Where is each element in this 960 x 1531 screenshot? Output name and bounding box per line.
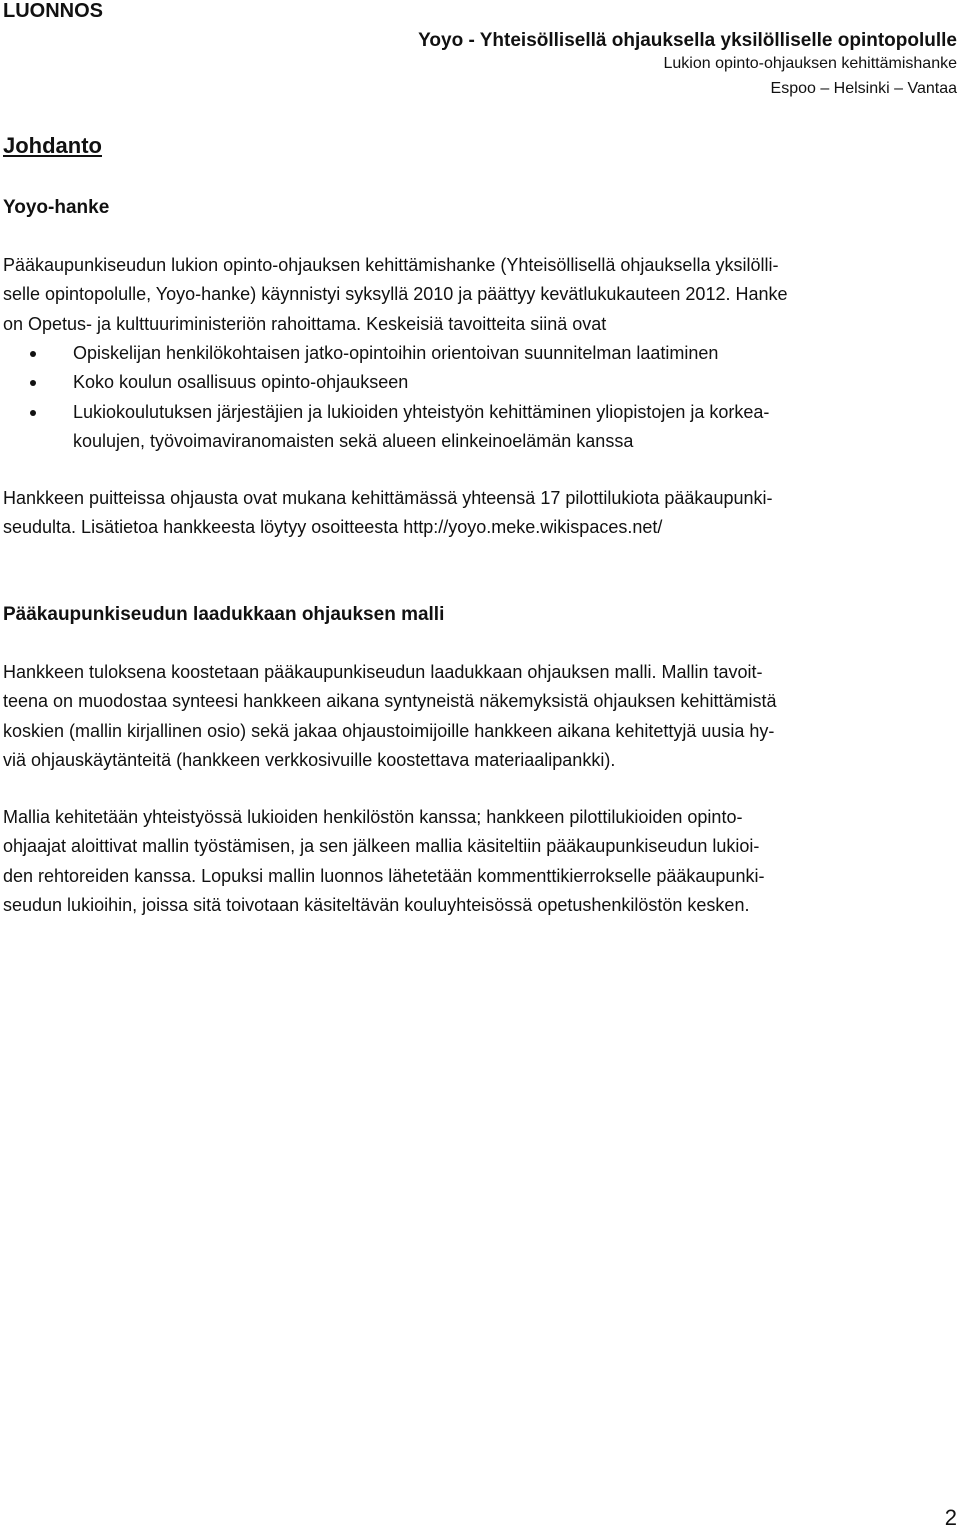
text-line: Pääkaupunkiseudun lukion opinto-ohjauksen kehittämishanke (Yhteisöllisellä ohjauksella yksilölli- [3, 255, 779, 275]
text-line: seudulta. Lisätietoa hankkeesta löytyy osoitteesta http://yoyo.meke.wikispaces.net/ [3, 517, 663, 538]
model-paragraph-1 [3, 658, 953, 775]
bullet-icon [30, 410, 36, 416]
list-item [0, 398, 950, 457]
text-line: ohjaajat aloittivat mallin työstämisen, ja sen jälkeen mallia käsiteltiin pääkaupunkiseudun lukioi- [3, 836, 760, 857]
text-line: den rehtoreiden kanssa. Lopuksi mallin luonnos lähetetään kommenttikierrokselle pääkaupunki- [3, 865, 765, 886]
text-line: teena on muodostaa synteesi hankkeen aikana syntyneistä näkemyksistä ohjauksen kehittämistä [3, 691, 777, 712]
goals-list [0, 339, 950, 456]
text-line: Mallia kehitetään yhteistyössä lukioiden henkilöstön kanssa; hankkeen pilottilukioiden opinto- [3, 807, 743, 827]
text-line: seudun lukioihin, joissa sitä toivotaan käsiteltävän kouluyhteisössä opetushenkilöstön kesken. [3, 894, 750, 915]
text-line: koskien (mallin kirjallinen osio) sekä jakaa ohjaustoimijoille hankkeen aikana kehitettyjä uusia hy- [3, 720, 775, 741]
list-item [0, 339, 950, 368]
document-title: Yoyo - Yhteisöllisellä ohjauksella yksilölliselle opintopolulle [418, 30, 957, 51]
text-line: Hankkeen tuloksena koostetaan pääkaupunkiseudun laadukkaan ohjauksen malli. Mallin tavoit- [3, 662, 763, 682]
page-number: 2 [944, 1505, 957, 1530]
text-line: viä ohjauskäytänteitä (hankkeen verkkosivuille koostettava materiaalipankki). [3, 749, 616, 770]
text-line: Hankkeen puitteissa ohjausta ovat mukana kehittämässä yhteensä 17 pilottilukiota pääkaupunki- [3, 488, 773, 508]
model-paragraph-2 [3, 803, 953, 920]
text-line: Koko koulun osallisuus opinto-ohjaukseen [73, 372, 409, 393]
document-cities: Espoo – Helsinki – Vantaa [770, 80, 957, 97]
text-line: Opiskelijan henkilökohtaisen jatko-opintoihin orientoivan suunnitelman laatiminen [73, 343, 719, 363]
intro-paragraph-2 [3, 484, 953, 543]
text-line: Lukiokoulutuksen järjestäjien ja lukioiden yhteistyön kehittäminen yliopistojen ja korkea- [73, 401, 770, 422]
section-heading-model: Pääkaupunkiseudun laadukkaan ohjauksen malli [3, 604, 445, 625]
text-line: koulujen, työvoimaviranomaisten sekä alueen elinkeinoelämän kanssa [73, 430, 634, 451]
section-heading-introduction: Johdanto [3, 133, 102, 158]
document-subtitle: Lukion opinto-ohjauksen kehittämishanke [663, 55, 957, 72]
text-line: selle opintopolulle, Yoyo-hanke) käynnistyi syksyllä 2010 ja päättyy kevätlukukauteen 2012. Hanke [3, 284, 788, 305]
subsection-heading-yoyo: Yoyo-hanke [3, 197, 110, 218]
bullet-icon [30, 380, 36, 386]
text-line: on Opetus- ja kulttuuriministeriön rahoittama. Keskeisiä tavoitteita siinä ovat [3, 313, 607, 334]
draft-label: LUONNOS [3, 0, 103, 22]
intro-paragraph-1 [3, 251, 953, 339]
list-item [0, 368, 950, 397]
bullet-icon [30, 351, 36, 357]
